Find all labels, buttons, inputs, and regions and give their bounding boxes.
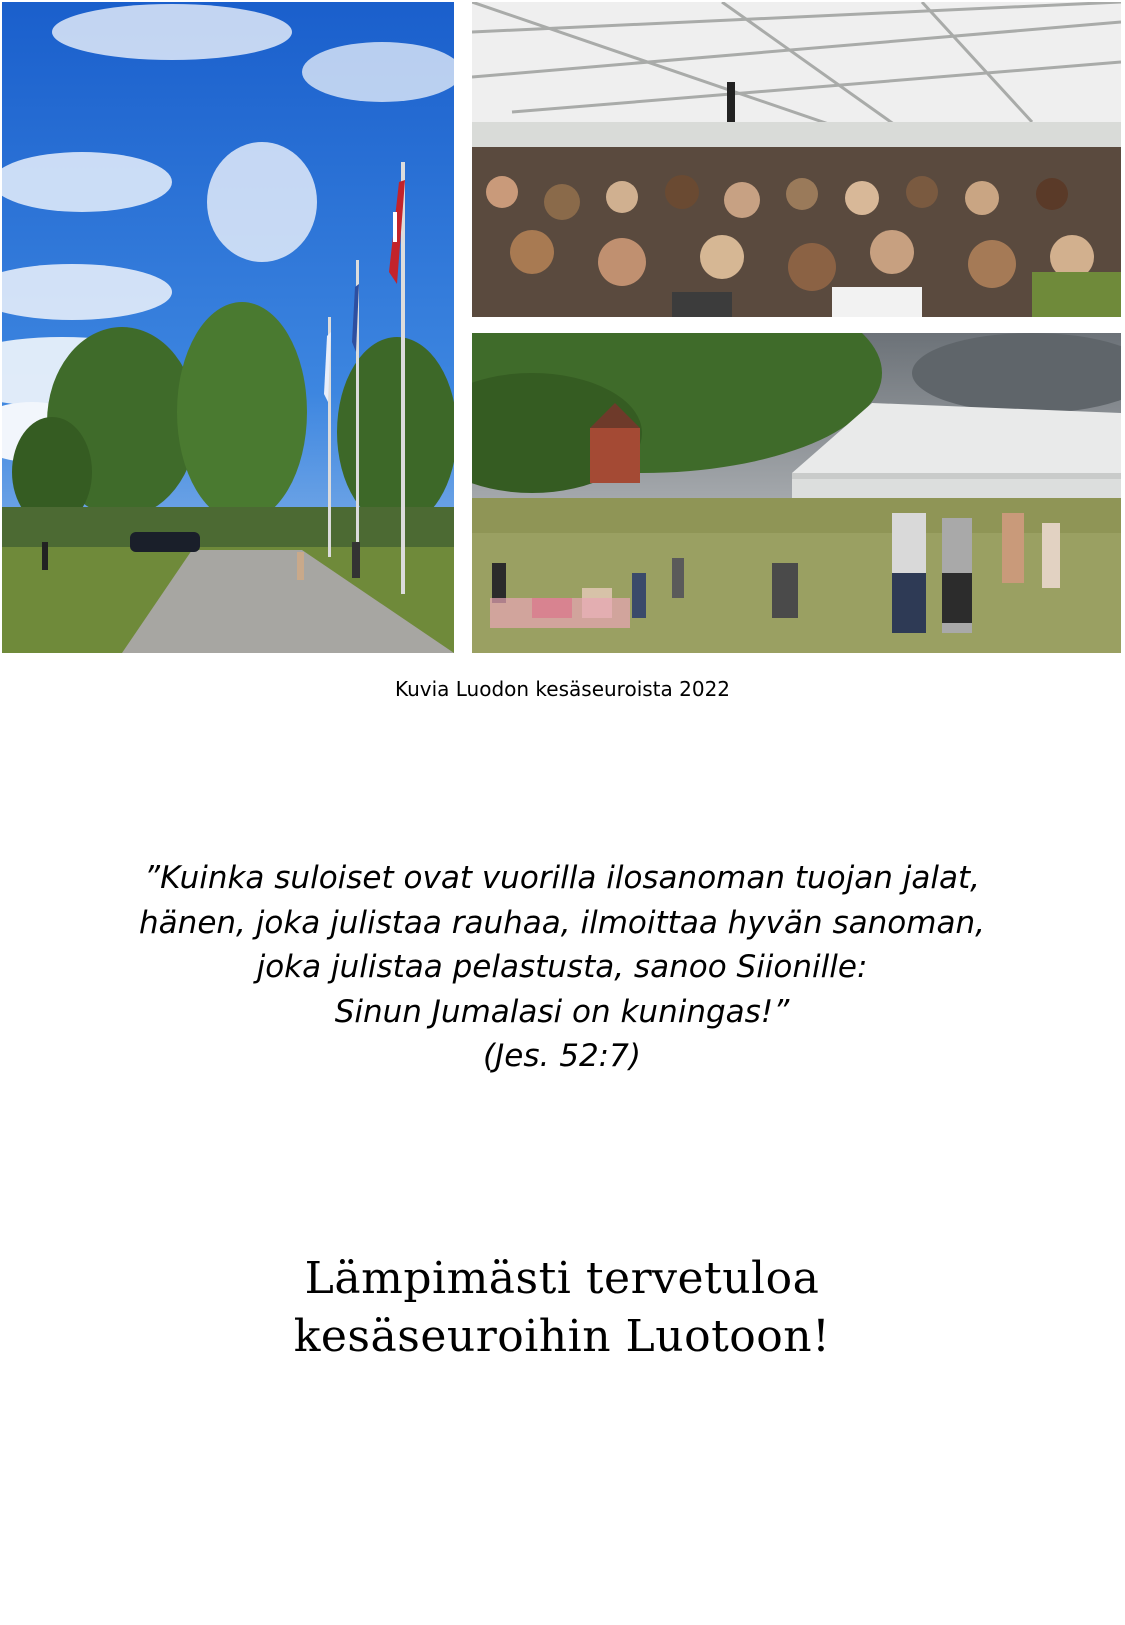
welcome-line: Lämpimästi tervetuloa [304, 1253, 820, 1304]
outdoor-gathering-photo [472, 333, 1121, 653]
welcome-line: kesäseuroihin Luotoon! [293, 1311, 831, 1362]
bible-verse [62, 856, 1062, 1079]
flags-and-birches-photo [2, 2, 454, 653]
verse-line: joka julistaa pelastusta, sanoo Siionille: [256, 949, 868, 985]
verse-line: hänen, joka julistaa rauhaa, ilmoittaa hyvän sanoman, [139, 904, 985, 941]
verse-line: ”Kuinka suloiset ovat vuorilla ilosanoman tuojan jalat, [144, 860, 980, 896]
photo-caption: Kuvia Luodon kesäseuroista 2022 [394, 677, 731, 701]
welcome-heading [62, 1250, 1062, 1366]
verse-reference: (Jes. 52:7) [483, 1038, 641, 1074]
tent-congregation-photo [472, 2, 1121, 317]
verse-line: Sinun Jumalasi on kuningas!” [334, 993, 790, 1030]
